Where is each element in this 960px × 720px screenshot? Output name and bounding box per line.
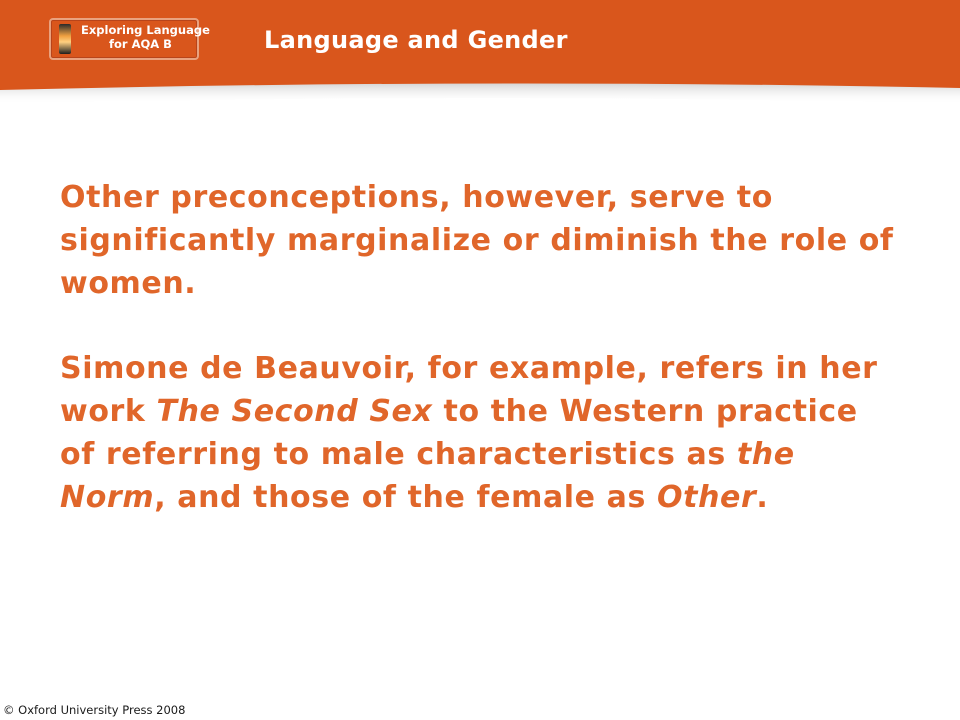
logo-line1: Exploring Language bbox=[81, 23, 210, 37]
page-title: Language and Gender bbox=[264, 26, 568, 54]
logo-book-icon bbox=[59, 24, 71, 54]
beauvoir-text-3: , and those of the female as bbox=[154, 480, 658, 515]
logo bbox=[49, 18, 210, 60]
copyright-notice: © Oxford University Press 2008 bbox=[3, 703, 186, 717]
paragraph-preconceptions: Other preconceptions, however, serve to significantly marginalize or diminish the role of women. bbox=[60, 180, 894, 301]
term-the-norm: the Norm bbox=[60, 437, 795, 515]
slide-content bbox=[60, 176, 900, 519]
book-title-second-sex: The Second Sex bbox=[156, 394, 433, 429]
logo-text bbox=[81, 23, 210, 51]
term-other: Other bbox=[657, 480, 757, 515]
beauvoir-text-1: Simone de Beauvoir, for example, refers in her work bbox=[60, 351, 878, 429]
beauvoir-text-4: . bbox=[756, 480, 769, 515]
paragraph-beauvoir bbox=[60, 347, 900, 519]
logo-line2: for AQA B bbox=[109, 37, 172, 51]
beauvoir-text-2: to the Western practice of referring to male characteristics as bbox=[60, 394, 858, 472]
